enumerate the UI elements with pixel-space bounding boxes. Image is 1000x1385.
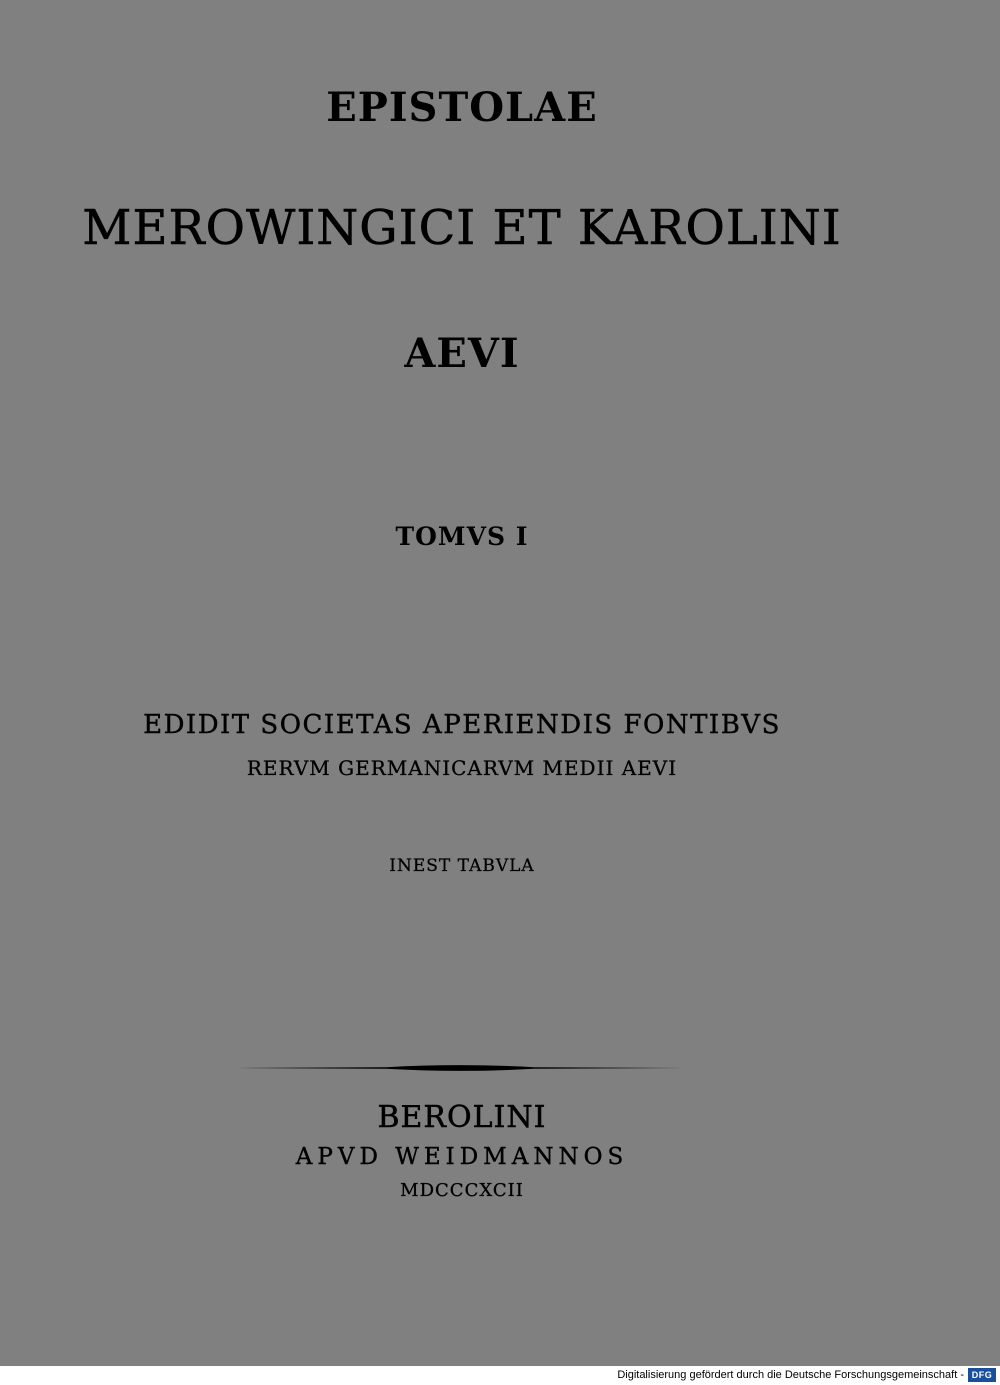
funding-credit: Digitalisierung gefördert durch die Deutsche Forschungsgemeinschaft -: [617, 1369, 964, 1381]
digitization-footer: [0, 1366, 1000, 1385]
publisher-line-1: EDIDIT SOCIETAS APERIENDIS FONTIBVS: [143, 710, 781, 740]
plate-note: INEST TABVLA: [389, 856, 535, 876]
imprint-city: BEROLINI: [377, 1100, 547, 1135]
volume-label: TOMVS I: [395, 522, 529, 551]
title-line-epistolae: EPISTOLAE: [326, 84, 598, 131]
imprint-year: MDCCCXCII: [400, 1180, 524, 1201]
imprint-printer: APVD WEIDMANNOS: [295, 1144, 629, 1170]
ornamental-rule: [236, 1061, 684, 1075]
dfg-logo-icon: DFG: [968, 1368, 996, 1382]
publisher-line-2: RERVM GERMANICARVM MEDII AEVI: [246, 756, 678, 780]
title-line-aevi: AEVI: [404, 330, 520, 377]
title-line-merowingici: MEROWINGICI ET KAROLINI: [82, 200, 842, 256]
